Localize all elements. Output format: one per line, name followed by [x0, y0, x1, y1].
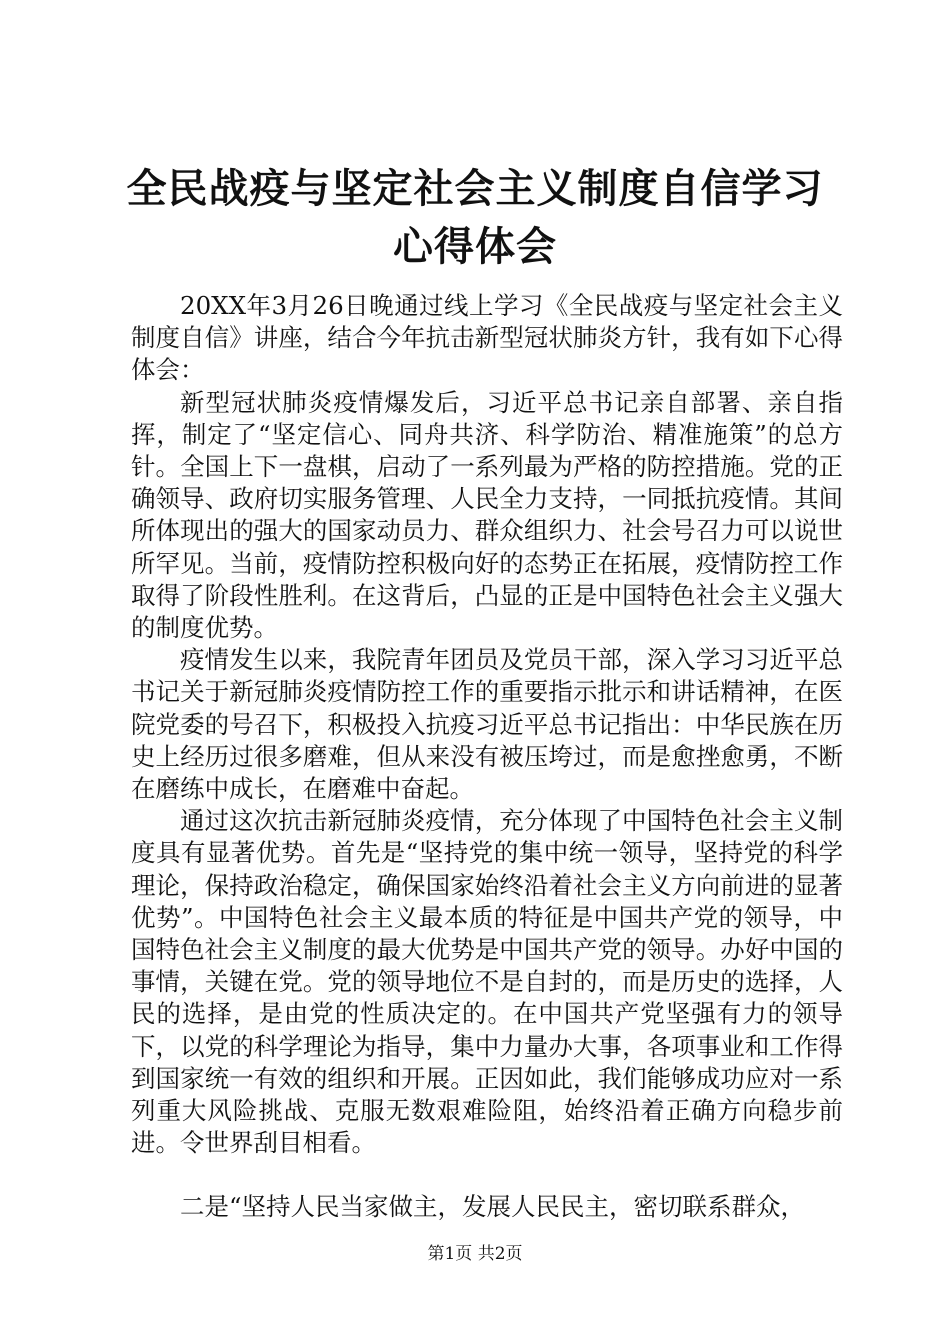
- page-number: 第1页 共2页: [427, 1244, 523, 1264]
- document-title: 全民战疫与坚定社会主义制度自信学习心得体会: [126, 165, 824, 270]
- paragraph-advantage-one: 通过这次抗击新冠肺炎疫情，充分体现了中国特色社会主义制度具有显著优势。首先是“坚持党的集中统一领导，坚持党的科学理论，保持政治稳定，确保国家始终沿着社会主义方向前进的显著优势”。中国特色社会主义最本质的特征是中国共产党的领导，中国特色社会主义制度的最大优势是中国共产党的领导。办好中国的事情，关键在党。党的领导地位不是自封的，而是历史的选择，人民的选择，是由党的性质决定的。在中国共产党坚强有力的领导下，以党的科学理论为指导，集中力量办大事，各项事业和工作得到国家统一有效的组织和开展。正因如此，我们能够成功应对一系列重大风险挑战、克服无数艰难险阻，始终沿着正确方向稳步前进。令世界刮目相看。: [131, 806, 843, 1158]
- paragraph-intro: 20XX年3月26日晚通过线上学习《全民战疫与坚定社会主义制度自信》讲座，结合今年抗击新型冠状肺炎方针，我有如下心得体会：: [131, 291, 843, 385]
- paragraph-advantage-two: 二是“坚持人民当家做主，发展人民民主，密切联系群众，: [180, 1192, 806, 1222]
- paragraph-policy: 新型冠状肺炎疫情爆发后，习近平总书记亲自部署、亲自指挥，制定了“坚定信心、同舟共济、科学防治、精准施策”的总方针。全国上下一盘棋，启动了一系列最为严格的防控措施。党的正确领导、政府切实服务管理、人民全力支持，一同抵抗疫情。其间所体现出的强大的国家动员力、群众组织力、社会号召力可以说世所罕见。当前，疫情防控积极向好的态势正在拓展，疫情防控工作取得了阶段性胜利。在这背后，凸显的正是中国特色社会主义强大的制度优势。: [131, 387, 843, 643]
- paragraph-hospital: 疫情发生以来，我院青年团员及党员干部，深入学习习近平总书记关于新冠肺炎疫情防控工作的重要指示批示和讲话精神，在医院党委的号召下，积极投入抗疫习近平总书记指出：中华民族在历史上经历过很多磨难，但从来没有被压垮过，而是愈挫愈勇，不断在磨练中成长，在磨难中奋起。: [131, 645, 843, 804]
- document-body: [131, 290, 843, 1224]
